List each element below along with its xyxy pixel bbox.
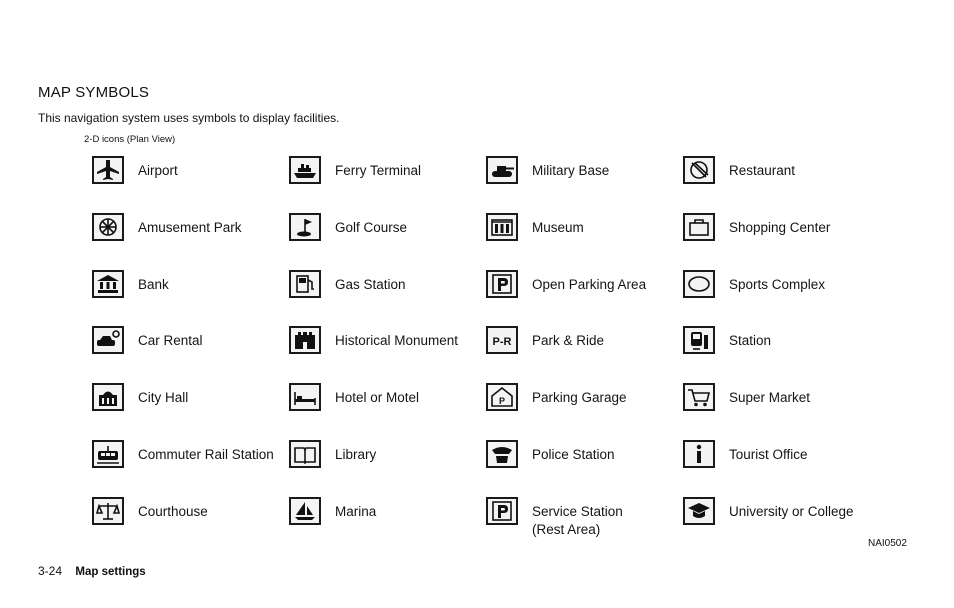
section-name: Map settings: [75, 566, 146, 578]
map-symbol-label: University or College: [729, 503, 854, 519]
plate-utensils-icon: [683, 156, 715, 184]
map-symbol-item: [92, 440, 289, 497]
open-book-icon: [289, 440, 321, 468]
map-symbol-item: [486, 326, 683, 383]
map-symbol-item: [683, 440, 880, 497]
symbol-grid: [92, 156, 880, 554]
map-symbol-item: [683, 270, 880, 327]
map-symbol-label: Park & Ride: [532, 333, 605, 349]
castle-icon: [289, 326, 321, 354]
graduation-cap-icon: [683, 497, 715, 525]
map-symbol-item: [289, 270, 486, 327]
airplane-icon: [92, 156, 124, 184]
map-symbol-label: City Hall: [138, 390, 189, 406]
page-footer: [38, 564, 146, 578]
icon-set-caption: 2-D icons (Plan View): [84, 134, 176, 145]
map-symbol-label: Restaurant: [729, 163, 796, 178]
tank-icon: [486, 156, 518, 184]
map-symbol-label: Gas Station: [335, 276, 406, 292]
map-symbol-label: Tourist Office: [729, 446, 808, 462]
map-symbol-label: Super Market: [729, 390, 811, 406]
map-symbol-label: Museum: [532, 219, 584, 235]
map-symbol-item: [486, 270, 683, 327]
intro-text: This navigation system uses symbols to display facilities.: [38, 111, 340, 125]
map-symbol-label: Open Parking Area: [532, 276, 647, 292]
map-symbol-item: [486, 440, 683, 497]
map-symbol-label: Library: [335, 446, 377, 462]
svg-text:P-R: P-R: [492, 336, 512, 349]
map-symbol-label: Military Base: [532, 163, 610, 178]
map-symbol-label: Hotel or Motel: [335, 390, 420, 406]
map-symbol-item: [92, 156, 289, 213]
map-symbol-item: [92, 383, 289, 440]
map-symbol-item: [486, 213, 683, 270]
map-symbol-item: [289, 383, 486, 440]
map-symbol-item: [683, 383, 880, 440]
map-symbol-label: Historical Monument: [335, 333, 459, 349]
ferris-wheel-icon: [92, 213, 124, 241]
sailboat-icon: [289, 497, 321, 525]
map-symbol-item: [683, 156, 880, 213]
map-symbol-item: [486, 497, 683, 554]
fuel-pump-icon: [289, 270, 321, 298]
golf-flag-icon: [289, 213, 321, 241]
page-number: 3-24: [38, 564, 63, 578]
bank-building-icon: [92, 270, 124, 298]
stadium-oval-icon: [683, 270, 715, 298]
map-symbol-label: Shopping Center: [729, 219, 831, 235]
map-symbol-label: Service Station (Rest Area): [532, 503, 623, 537]
svg-text:P: P: [498, 396, 506, 407]
figure-reference: NAI0502: [868, 538, 907, 549]
map-symbol-label: Commuter Rail Station: [138, 446, 274, 462]
map-symbol-item: [683, 213, 880, 270]
parking-p-icon: [486, 270, 518, 298]
museum-building-icon: [486, 213, 518, 241]
map-symbol-label: Station: [729, 333, 772, 349]
map-symbol-label: Golf Course: [335, 219, 408, 235]
map-symbol-label: Sports Complex: [729, 276, 826, 292]
map-symbol-label: Ferry Terminal: [335, 163, 422, 178]
shopping-bag-icon: [683, 213, 715, 241]
parking-p-icon: [486, 497, 518, 525]
map-symbol-label: Bank: [138, 276, 169, 292]
map-symbol-label: Police Station: [532, 446, 615, 462]
park-and-ride-icon: [486, 326, 518, 354]
map-symbol-item: [289, 326, 486, 383]
map-symbol-label: Courthouse: [138, 503, 208, 519]
city-hall-dome-icon: [92, 383, 124, 411]
info-i-icon: [683, 440, 715, 468]
scales-of-justice-icon: [92, 497, 124, 525]
shopping-cart-icon: [683, 383, 715, 411]
bed-icon: [289, 383, 321, 411]
map-symbol-item: [92, 213, 289, 270]
map-symbol-label: Car Rental: [138, 333, 203, 349]
map-symbol-item: [289, 440, 486, 497]
map-symbol-item: [92, 497, 289, 554]
page-heading: MAP SYMBOLS: [38, 84, 150, 101]
commuter-train-icon: [92, 440, 124, 468]
map-symbol-item: [683, 497, 880, 554]
map-symbol-item: [289, 497, 486, 554]
map-symbol-item: [486, 383, 683, 440]
map-symbol-label: Airport: [138, 163, 178, 178]
train-station-icon: [683, 326, 715, 354]
map-symbol-item: [289, 156, 486, 213]
map-symbol-item: [92, 326, 289, 383]
police-cap-icon: [486, 440, 518, 468]
map-symbol-item: [289, 213, 486, 270]
map-symbol-label: Amusement Park: [138, 219, 242, 235]
map-symbol-label: Marina: [335, 503, 377, 519]
map-symbol-item: [683, 326, 880, 383]
map-symbol-label: Parking Garage: [532, 390, 627, 406]
ferry-icon: [289, 156, 321, 184]
map-symbol-item: [486, 156, 683, 213]
parking-garage-house-icon: [486, 383, 518, 411]
map-symbol-item: [92, 270, 289, 327]
rental-car-key-icon: [92, 326, 124, 354]
